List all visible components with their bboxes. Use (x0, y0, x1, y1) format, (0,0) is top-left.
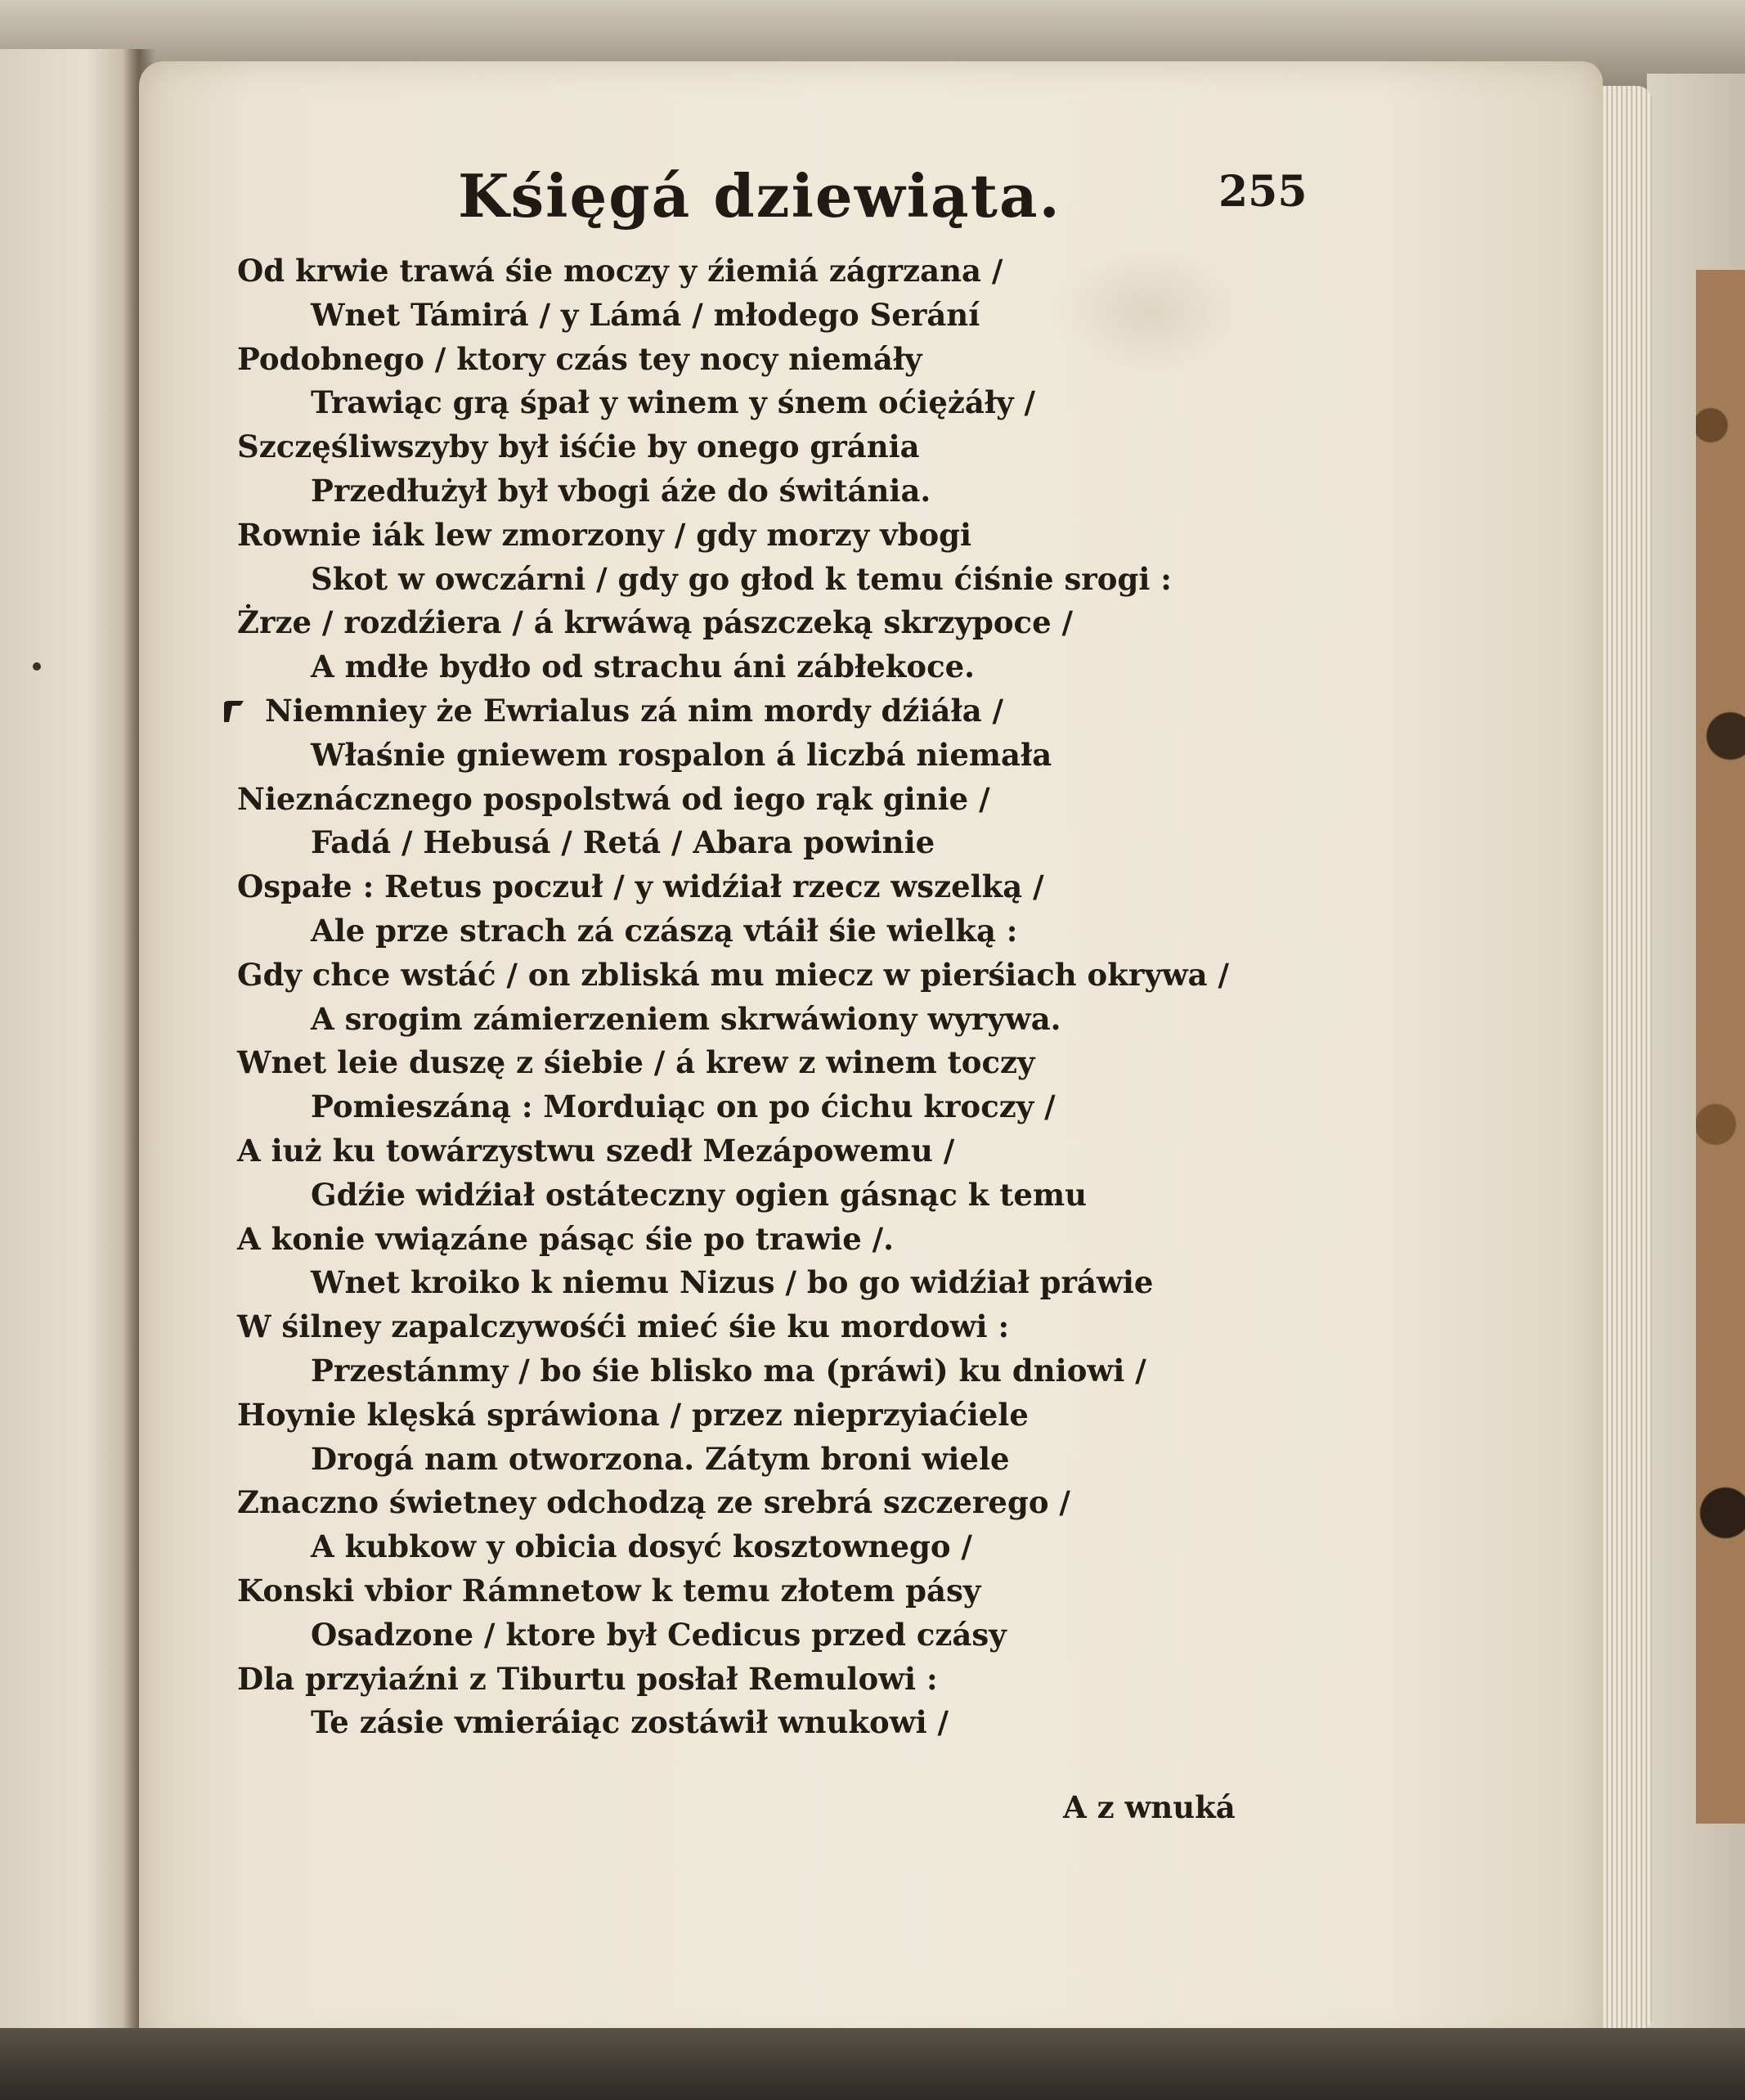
verse-line (237, 338, 1243, 382)
verse-line-text: A kubkow y obicia dosyć kosztownego / (311, 1528, 972, 1565)
verse-line-text: Gdźie widźiał ostáteczny ogien gásnąc k temu (311, 1176, 1088, 1213)
verse-line (237, 954, 1243, 998)
verse-line-text: A iuż ku towárzystwu szedł Mezápowemu / (237, 1132, 955, 1169)
verse-line-text: Dla przyiaźni z Tiburtu posłał Remulowi : (237, 1660, 938, 1697)
verse-line-text: Te zásie vmieráiąc zostáwił wnukowi / (311, 1704, 949, 1741)
verse-line-text: Wnet leie duszę z śiebie / á krew z winem toczy (237, 1044, 1035, 1081)
verse-line (237, 778, 1243, 822)
verse-line (237, 865, 1243, 909)
verse-line (221, 689, 1243, 734)
verse-line (237, 645, 1243, 689)
verse-line (237, 1658, 1243, 1702)
verse-text-block (237, 249, 1243, 1803)
verse-line (237, 1613, 1243, 1658)
verse-line-text: Nieznácznego pospolstwá od iego rąk ginie / (237, 780, 990, 817)
pilcrow-icon (221, 699, 245, 724)
verse-line (237, 998, 1243, 1042)
verse-line-text: Niemniey że Ewrialus zá nim mordy dźiáła / (265, 692, 1004, 729)
verse-line-text: Fadá / Hebusá / Retá / Abara powinie (311, 824, 935, 861)
verse-line-text: Szczęśliwszyby był iśćie by onego gránia (237, 429, 920, 465)
verse-line (237, 1525, 1243, 1569)
verse-line (237, 1218, 1243, 1262)
verse-line (237, 601, 1243, 645)
verse-line-text: W śilney zapalczywośći mieć śie ku mordowi : (237, 1308, 1010, 1345)
verse-line (237, 734, 1243, 778)
verse-line-text: Konski vbior Rámnetow k temu złotem pásy (237, 1572, 981, 1609)
marbled-cover-edge (1696, 270, 1745, 1824)
verse-line (237, 1438, 1243, 1482)
verse-line-text: Skot w owczárni / gdy go głod k temu ćiśnie srogi : (311, 560, 1172, 597)
verse-line-text: Przestánmy / bo śie blisko ma (práwi) ku dniowi / (311, 1352, 1146, 1389)
verse-line-text: A srogim zámierzeniem skrwáwiony wyrywa. (311, 1000, 1061, 1037)
verse-line (237, 425, 1243, 469)
verse-line (237, 558, 1243, 602)
verse-line-text: Przedłużył był vbogi áże do świtánia. (311, 472, 931, 509)
verse-line-text: Pomieszáną : Morduiąc on po ćichu kroczy / (311, 1088, 1056, 1125)
verse-line-text: Znaczno świetney odchodzą ze srebrá szczerego / (237, 1484, 1070, 1521)
verse-line (237, 909, 1243, 954)
verse-line (237, 1701, 1243, 1745)
verse-line-text: Hoynie klęská spráwiona / przez nieprzyiaćiele (237, 1396, 1029, 1433)
catchword: A z wnuká (1063, 1789, 1236, 1825)
verse-line-text: Gdy chce wstáć / on zbliská mu miecz w pierśiach okrywa / (237, 956, 1230, 993)
verse-line-text: Ale prze strach zá czászą vtáił śie wielką : (311, 912, 1018, 949)
verse-line-text: Osadzone / ktore był Cedicus przed czásy (311, 1616, 1007, 1653)
verse-line-text: Wnet kroiko k niemu Nizus / bo go widźiał práwie (311, 1264, 1154, 1301)
verse-line (237, 514, 1243, 558)
verse-line (237, 249, 1243, 294)
verse-line (237, 469, 1243, 514)
verse-line-text: A konie vwiązáne pásąc śie po trawie /. (237, 1220, 895, 1257)
verse-line (237, 1349, 1243, 1393)
verse-line (237, 1085, 1243, 1129)
folio-number: 255 (1218, 167, 1308, 217)
verse-line-text: Ospałe : Retus poczuł / y widźiał rzecz wszelką / (237, 868, 1044, 905)
verse-line-text: Podobnego / ktory czás tey nocy niemáły (237, 340, 922, 377)
verse-line-text: Trawiąc grą śpał y winem y śnem oćiężáły / (311, 384, 1035, 421)
verse-line (237, 1173, 1243, 1218)
verse-line (237, 1393, 1243, 1438)
verse-line (237, 294, 1243, 338)
verse-line (237, 1261, 1243, 1305)
verse-line (237, 1481, 1243, 1525)
ink-spot (33, 662, 41, 671)
verse-line (237, 1041, 1243, 1085)
verse-line (237, 381, 1243, 425)
verse-line-text: Drogá nam otworzona. Zátym broni wiele (311, 1440, 1010, 1477)
verse-line (237, 821, 1243, 865)
left-page-edge (0, 49, 143, 2044)
verse-line-text: Żrze / rozdźiera / á krwáwą pászczeką skrzypoce / (237, 604, 1073, 641)
verse-line (237, 1305, 1243, 1349)
verse-line-text: Rownie iák lew zmorzony / gdy morzy vbogi (237, 516, 972, 553)
bottom-shadow (0, 2028, 1745, 2100)
verse-line-text: Od krwie trawá śie moczy y źiemiá zágrzana / (237, 253, 1003, 289)
verse-line-text: Właśnie gniewem rospalon á liczbá niemała (311, 736, 1052, 773)
verse-line (237, 1569, 1243, 1613)
verse-line (237, 1129, 1243, 1173)
running-head: Kśięgá dziewiąta. (458, 161, 1061, 231)
verse-line-text: Wnet Támirá / y Lámá / młodego Serání (311, 296, 980, 333)
verse-line-text: A mdłe bydło od strachu áni zábłekoce. (311, 648, 976, 685)
